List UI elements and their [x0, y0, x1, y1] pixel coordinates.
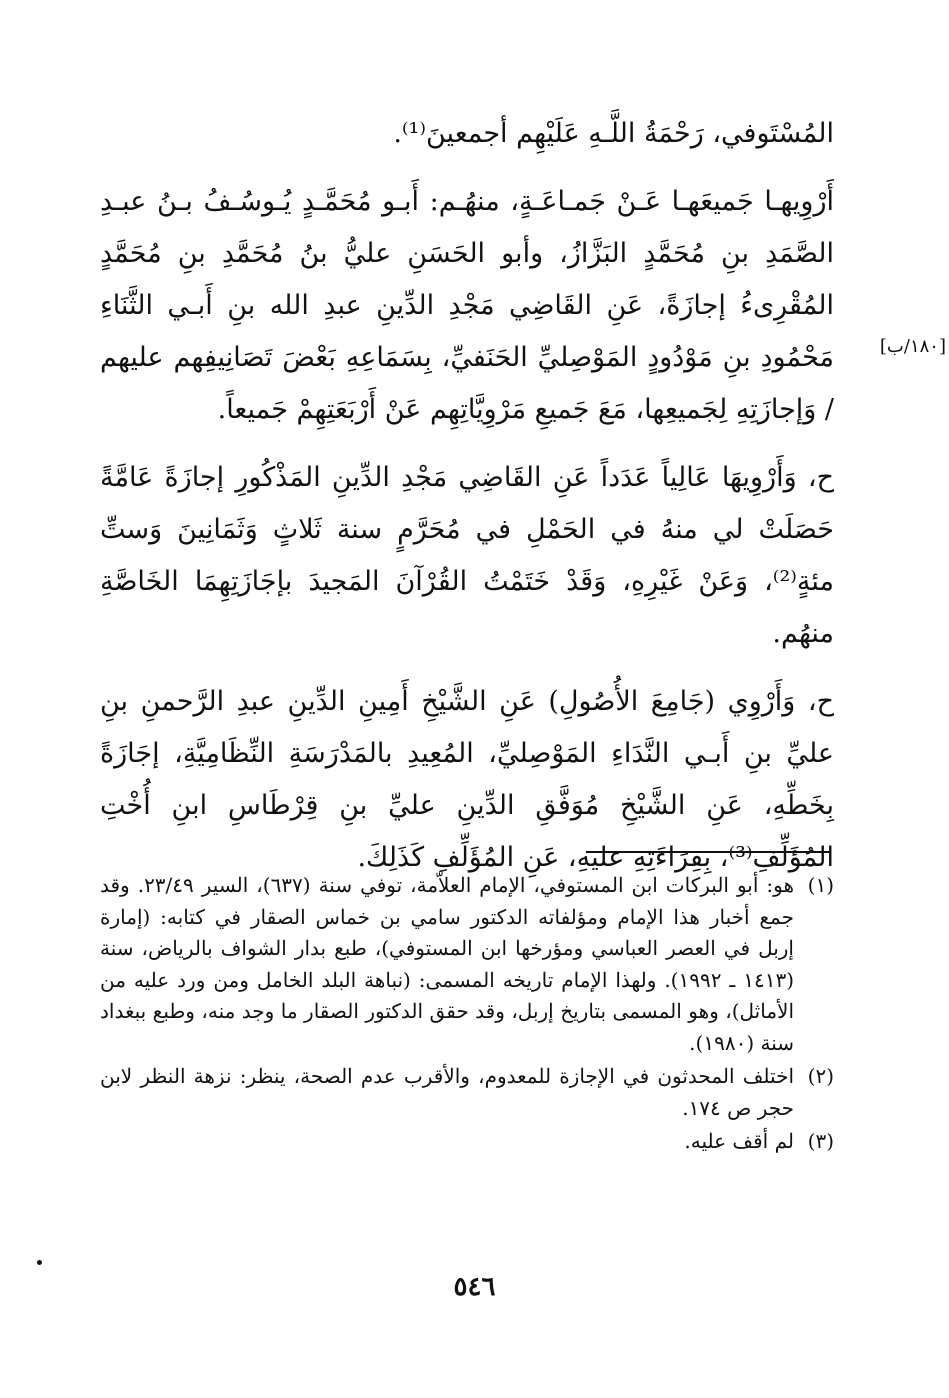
footnote-2	[100, 1061, 834, 1124]
manuscript-folio-note: [١٨٠/ب]	[879, 336, 946, 357]
page-number: ٥٤٦	[453, 1272, 496, 1302]
paragraph-3: ح، وَأَرْوِيهَا عَالِياً عَدَداً عَنِ القَاضِي مَجْدِ الدِّينِ المَذْكُورِ إجازَةً عَامَّةً حَصَلَتْ لي منهُ في الحَمْلِ في مُحَرَّمٍ سنة ثَلاثٍ وَثَمَانِينَ وَستِّ مئةٍ⁽²⁾، وَعَنْ غَيْرِهِ، وَقَدْ خَتَمْتُ القُرْآنَ المَجيدَ بإجَازَتِهِمَا الخَاصَّةِ منهُم.	[100, 462, 834, 649]
footnote-separator	[586, 851, 830, 853]
footnotes	[100, 870, 834, 1160]
paragraph-4: ح، وَأَرْوِي (جَامِعَ الأُصُولِ) عَنِ الشَّيْخِ أَمِينِ الدِّينِ عبدِ الرَّحمنِ بنِ عليِّ بنِ أَبـي النَّدَاءِ المَوْصِليِّ، المُعِيدِ بالمَدْرَسَةِ النِّظَامِيَّةِ، إجَازَةً بِخَطِّهِ، عَنِ الشَّيْخِ مُوَفَّقِ الدِّينِ عليِّ بنِ قِرْطَاسِ ابنِ أُخْتِ المُؤَلِّفِ⁽³⁾، بِقِرَاءَتِهِ عليهِ، عَنِ المُؤَلِّفِ كَذَلِكَ.	[100, 686, 834, 873]
paragraph-2: أَرْوِيهـا جَميعَهـا عَـنْ جَمـاعَـةٍ، منهُـم: أَبـو مُحَمَّـدٍ يُـوسُـفُ بـنُ عبـدِ الصَّمَدِ بنِ مُحَمَّدٍ البَزَّازُ، وأبو الحَسَنِ عليُّ بنُ مُحَمَّدِ بنِ مُحَمَّدٍ المُقْرِىءُ إجازَةً، عَنِ القَاضِي مَجْدِ الدِّينِ عبدِ الله بنِ أَبـي الثَّنَاءِ مَحْمُودِ بنِ مَوْدُودٍ المَوْصِليِّ الحَنَفيِّ، بِسَمَاعِهِ بَعْضَ تَصَانِيفِهم عليهم / وَإجازَتِهِ لِجَميعِها، مَعَ جَميعِ مَرْوِيَّاتِهِم عَنْ أَرْبَعَتِهِمْ جَميعاً.	[100, 186, 834, 425]
footnote-text: لم أقف عليه.	[684, 1129, 794, 1153]
main-text	[100, 108, 834, 884]
footnote-3	[100, 1126, 834, 1158]
footnote-number: (٢)	[807, 1064, 834, 1088]
footnote-number: (١)	[807, 873, 834, 897]
paragraph-1: المُسْتَوفي، رَحْمَةُ اللَّـهِ عَلَيْهِم أجمعينَ⁽¹⁾.	[393, 118, 834, 149]
footnote-number: (٣)	[807, 1129, 834, 1153]
footnote-text: هو: أبو البركات ابن المستوفي، الإمام العلاّمة، توفي سنة (٦٣٧)، السير ٢٣/٤٩. وقد جمع أخبار هذا الإمام ومؤلفاته الدكتور سامي بن خماس الصقار في كتابه: (إمارة إربل في العصر العباسي ومؤرخها ابن المستوفي)، طبع بدار الشواف بالرياض، سنة (١٤١٣ ـ ١٩٩٢). ولهذا الإمام تاريخه المسمى: (نباهة البلد الخامل ومن ورد عليه من الأماثل)، وهو المسمى بتاريخ إربل، وقد حقق الدكتور الصقار ما وجد منه، وطبع ببغداد سنة (١٩٨٠).	[100, 873, 795, 1055]
ink-speck	[37, 1260, 42, 1265]
footnote-1	[100, 870, 834, 1059]
footnote-text: اختلف المحدثون في الإجازة للمعدوم، والأقرب عدم الصحة، ينظر: نزهة النظر لابن حجر ص ١٧٤.	[100, 1064, 794, 1120]
